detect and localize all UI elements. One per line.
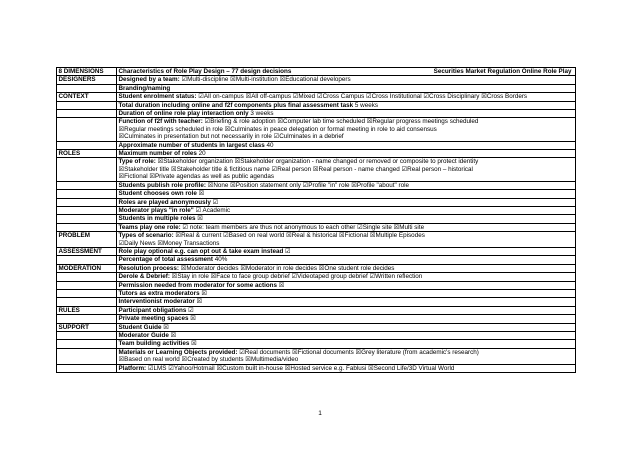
characteristic-options: 40%: [213, 256, 228, 264]
characteristic-line: [119, 207, 574, 214]
characteristic-options: ☒Regular meetings scheduled in role ☒Culminates in peace delegation or formal meeting in role to aid consensus: [118, 125, 437, 133]
characteristic-label: Designed by a team:: [118, 76, 180, 84]
dimension-cell: [57, 348, 117, 364]
characteristic-label: Total duration including online and f2f components plus final assessment task: [118, 101, 354, 109]
characteristic-line: [119, 224, 574, 231]
table-row: [57, 110, 576, 118]
characteristic-label: Roles are played anonymously: [118, 198, 211, 206]
characteristic-cell: [117, 247, 576, 255]
characteristic-cell: [117, 298, 576, 306]
characteristic-cell: [117, 84, 576, 92]
table-row: [57, 281, 576, 289]
design-table: [56, 67, 576, 373]
characteristic-cell: [117, 340, 576, 348]
characteristic-cell: [117, 101, 576, 109]
table-row: [57, 306, 576, 314]
characteristic-options: ☒: [199, 289, 207, 297]
characteristic-line: [119, 118, 574, 125]
characteristic-label: Student Guide: [118, 323, 162, 331]
page-number: 1: [318, 410, 322, 417]
characteristic-line: [119, 158, 574, 165]
characteristic-label: Percentage of total assessment: [118, 256, 213, 264]
characteristic-label: Derole & Debrief:: [118, 273, 170, 281]
characteristic-options: ☒: [194, 298, 203, 306]
table-row: [57, 158, 576, 181]
table-row: [57, 198, 576, 206]
characteristic-line: [119, 324, 574, 331]
table-row: [57, 264, 576, 272]
dimension-cell: [57, 289, 117, 297]
table-row: [57, 364, 576, 372]
characteristic-line: [119, 182, 574, 189]
characteristic-options: ☒Culminates in presentation but not necessarily in role ☑Culminates in a debrief: [118, 133, 344, 141]
dimension-cell: [57, 273, 117, 281]
characteristic-label: Platform:: [118, 364, 147, 372]
table-row: [57, 298, 576, 306]
characteristic-line: [119, 133, 574, 140]
characteristic-cell: [117, 281, 576, 289]
characteristic-options: ☒Real & current ☑Based on real world ☒Real & historical ☒Fictional ☒Multiple Episodes: [173, 232, 425, 240]
characteristic-options: ☒Stay in role ☒Face to face group debrief ☑Videotaped group debrief ☑Written reflection: [169, 273, 423, 281]
characteristic-options: ☒: [168, 332, 177, 339]
characteristic-line: [119, 190, 574, 197]
characteristic-label: Students publish role profile:: [118, 181, 206, 189]
characteristic-line: [119, 142, 574, 149]
characteristic-line: [119, 102, 574, 109]
characteristic-label: Role play optional e.g. can opt out & take exam instead: [118, 247, 284, 255]
dimension-cell: CONTEXT: [57, 93, 117, 101]
characteristic-line: [119, 150, 574, 157]
dimension-cell: [57, 110, 117, 118]
table-row: [57, 84, 576, 92]
table-row: [57, 315, 576, 323]
characteristic-label: Maximum number of roles: [118, 150, 197, 158]
dimension-cell: ASSESSMENT: [57, 247, 117, 255]
characteristic-cell: [117, 198, 576, 206]
characteristic-options: ☒: [196, 190, 205, 198]
dimension-cell: PROBLEM: [57, 232, 117, 248]
characteristic-line: [119, 307, 574, 314]
characteristic-options: ☒Fictional ☒Private agendas as well as public agendas: [118, 173, 275, 181]
dimension-cell: [57, 181, 117, 189]
characteristic-options: ☑Daily News ☒Money Transactions: [118, 239, 220, 247]
characteristic-options: ☑: [283, 247, 291, 255]
table-row: [57, 232, 576, 248]
table-row: [57, 323, 576, 331]
characteristic-line: [119, 85, 574, 92]
dimension-cell: [57, 364, 117, 372]
table-row: [57, 332, 576, 340]
characteristic-line: [119, 93, 574, 100]
header-title: Characteristics of Role Play Design – 77 design decisions: [118, 68, 292, 75]
characteristic-label: Materials or Learning Objects provided:: [118, 348, 238, 356]
characteristic-options: ☑: [186, 306, 194, 314]
characteristic-cell: [117, 348, 576, 364]
characteristic-cell: [117, 232, 576, 248]
table-row: [57, 206, 576, 214]
characteristic-line: [119, 290, 574, 297]
characteristic-cell: [117, 273, 576, 281]
characteristic-options: ☑LMS ☑Yahoo/Hotmail ☒Custom built in-house ☒Hosted service e.g. Fablusi ☒Second Life/3D Virtual World: [146, 364, 455, 372]
dimension-cell: [57, 206, 117, 214]
characteristic-line: [119, 356, 574, 363]
characteristic-options: ☑: [210, 198, 219, 206]
characteristic-options: ☑All on-campus ☒All off-campus ☑Mixed ☑Cross Campus ☑Cross Institutional ☑Cross Disciplinary ☒Cross Borders: [196, 93, 528, 101]
characteristic-options: ☒: [277, 281, 285, 289]
characteristic-line: [119, 349, 574, 356]
characteristic-options: ☒None ☒Position statement only ☑Profile "in" role ☒Profile "about" role: [205, 181, 409, 189]
characteristic-line: [119, 215, 574, 222]
table-header-row: [57, 68, 576, 76]
dimension-cell: [57, 118, 117, 141]
characteristic-cell: [117, 181, 576, 189]
characteristic-label: Participant obligations: [118, 306, 187, 314]
characteristic-cell: [117, 306, 576, 314]
dimension-cell: [57, 256, 117, 264]
characteristic-cell: [117, 206, 576, 214]
characteristic-cell: [117, 315, 576, 323]
characteristic-line: [119, 199, 574, 206]
characteristic-label: Types of scenario:: [118, 232, 174, 240]
characteristic-options: ☒Stakeholder title ☒Stakeholder title & fictitious name ☑Real person ☒Real person - name changed ☑Real person – historical: [118, 165, 473, 173]
characteristic-cell: [117, 150, 576, 158]
characteristic-label: Type of role:: [118, 158, 156, 166]
table-row: [57, 76, 576, 84]
characteristic-options: ☑ note: team members are thus not anonymous to each other ☑Single site ☒Multi site: [180, 223, 425, 231]
characteristic-cell: [117, 158, 576, 181]
table-row: [57, 247, 576, 255]
characteristic-options: ☒: [195, 215, 203, 223]
table-row: [57, 93, 576, 101]
characteristic-label: Permission needed from moderator for some actions: [118, 281, 278, 289]
characteristic-label: Private meeting spaces: [118, 315, 189, 323]
characteristic-label: Team building activities: [118, 340, 190, 348]
characteristic-label: Student enrolment status:: [118, 93, 197, 101]
header-characteristics: [117, 68, 576, 76]
characteristic-cell: [117, 256, 576, 264]
dimension-cell: [57, 223, 117, 231]
characteristic-label: Function of f2f with teacher:: [118, 118, 203, 126]
characteristic-line: [119, 110, 574, 117]
characteristic-label: Teams play one role:: [118, 223, 181, 231]
characteristic-options: 40: [264, 141, 274, 149]
characteristic-line: [119, 232, 574, 239]
table-row: [57, 340, 576, 348]
table-row: [57, 118, 576, 141]
characteristic-options: ☒Moderator decides ☒Moderator in role decides ☒One student role decides: [179, 264, 395, 272]
characteristic-options: ☒: [161, 323, 169, 331]
dimension-cell: [57, 298, 117, 306]
dimension-cell: [57, 215, 117, 223]
characteristic-line: [119, 282, 574, 289]
characteristic-label: Interventionist moderator: [118, 298, 195, 306]
characteristic-options: ☒Based on real world ☒Created by students ☒Multimedia/video: [118, 356, 299, 364]
characteristic-line: [119, 256, 574, 263]
characteristic-line: [119, 340, 574, 347]
characteristic-line: [119, 298, 574, 305]
dimension-cell: RULES: [57, 306, 117, 314]
table-row: [57, 141, 576, 149]
table-row: [57, 215, 576, 223]
table-row: [57, 190, 576, 198]
dimension-cell: [57, 141, 117, 149]
characteristic-options: ☒: [189, 340, 197, 348]
dimension-cell: [57, 198, 117, 206]
characteristic-line: [119, 315, 574, 322]
dimension-cell: [57, 101, 117, 109]
table-row: [57, 101, 576, 109]
characteristic-line: [119, 265, 574, 272]
dimension-cell: [57, 340, 117, 348]
characteristic-cell: [117, 118, 576, 141]
characteristic-cell: [117, 141, 576, 149]
dimension-cell: [57, 158, 117, 181]
characteristic-label: Students in multiple roles: [118, 215, 196, 223]
characteristic-line: [119, 166, 574, 173]
dimension-cell: [57, 281, 117, 289]
dimension-cell: DESIGNERS: [57, 76, 117, 84]
header-case-title: Securities Market Regulation Online Role Play: [433, 68, 572, 75]
characteristic-options: ☑ Academic: [193, 206, 231, 214]
characteristic-options: 20: [196, 150, 206, 158]
characteristic-label: Branding/naming: [118, 84, 171, 92]
characteristic-label: Moderator Guide: [118, 332, 169, 339]
table-row: [57, 289, 576, 297]
table-row: [57, 256, 576, 264]
header-dimensions: 8 DIMENSIONS: [57, 68, 117, 76]
characteristic-cell: [117, 93, 576, 101]
characteristic-cell: [117, 289, 576, 297]
characteristic-label: Tutors as extra moderators: [118, 289, 200, 297]
characteristic-cell: [117, 364, 576, 372]
characteristic-options: ☒Stakeholder organization ☒Stakeholder organization - name changed or removed or composite to protect identity: [155, 158, 479, 166]
characteristic-cell: [117, 264, 576, 272]
dimension-cell: ROLES: [57, 150, 117, 158]
table-row: [57, 181, 576, 189]
characteristic-cell: [117, 76, 576, 84]
dimension-cell: SUPPORT: [57, 323, 117, 331]
characteristic-cell: [117, 332, 576, 340]
dimension-cell: MODERATION: [57, 264, 117, 272]
characteristic-label: Duration of online role play interaction only: [118, 110, 249, 118]
characteristic-line: [119, 273, 574, 280]
characteristic-line: [119, 126, 574, 133]
table-row: [57, 348, 576, 364]
characteristic-options: ☒: [188, 315, 196, 323]
characteristic-line: [119, 365, 574, 372]
characteristic-options: ☑Briefing & role adoption ☒Computer lab time scheduled ☒Regular progress meetings scheduled: [202, 118, 479, 126]
characteristic-cell: [117, 323, 576, 331]
characteristic-cell: [117, 110, 576, 118]
characteristic-label: Student chooses own role: [118, 190, 197, 198]
characteristic-options: 3 weeks: [248, 110, 274, 118]
table-row: [57, 273, 576, 281]
characteristic-label: Moderator plays "in role": [118, 206, 194, 214]
dimension-cell: [57, 84, 117, 92]
characteristic-label: Resolution process:: [118, 264, 180, 272]
characteristic-line: [119, 248, 574, 255]
characteristic-options: ☑Multi-discipline ☒Multi-institution ☒Educational developers: [179, 76, 351, 84]
characteristic-line: [119, 76, 574, 83]
characteristic-options: ☑Real documents ☒Fictional documents ☒Grey literature (from academic's research): [237, 348, 479, 356]
dimension-cell: [57, 315, 117, 323]
table-row: [57, 223, 576, 231]
table-row: [57, 150, 576, 158]
dimension-cell: [57, 190, 117, 198]
characteristic-line: [119, 332, 574, 339]
characteristic-line: [119, 173, 574, 180]
characteristic-options: 5 weeks: [353, 101, 379, 109]
characteristic-cell: [117, 215, 576, 223]
characteristic-cell: [117, 190, 576, 198]
characteristic-label: Approximate number of students in largest class: [118, 141, 265, 149]
design-table-body: [57, 68, 576, 373]
dimension-cell: [57, 332, 117, 340]
characteristic-cell: [117, 223, 576, 231]
characteristic-line: [119, 240, 574, 247]
